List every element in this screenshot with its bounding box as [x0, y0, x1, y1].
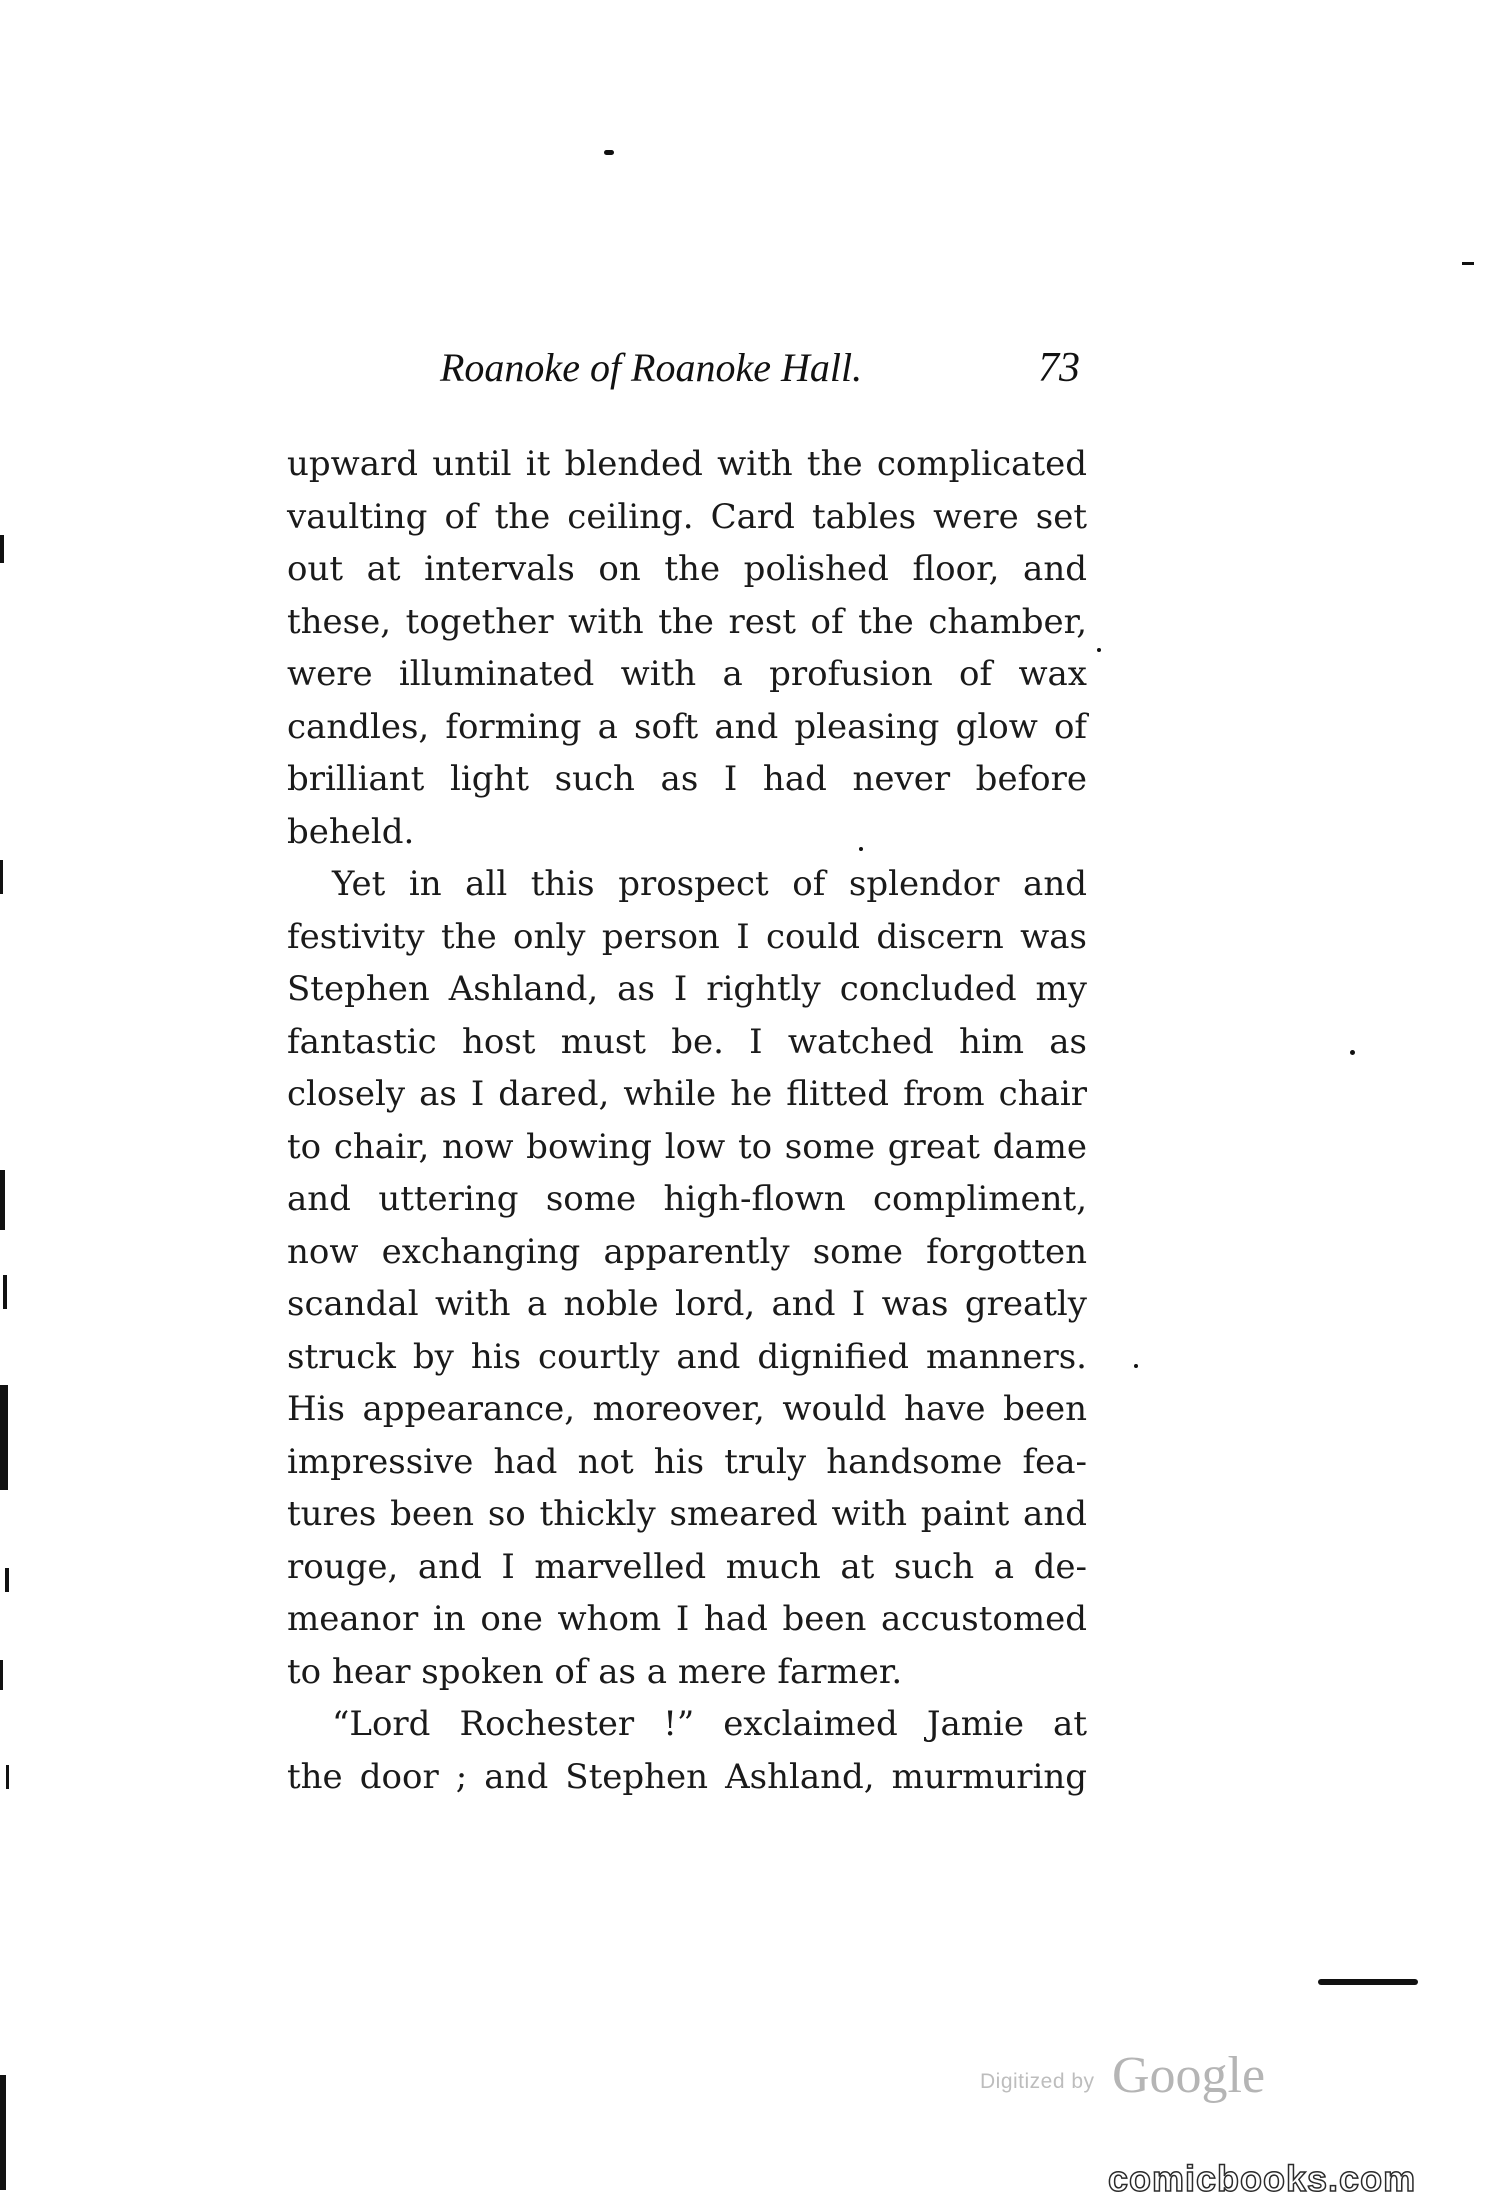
site-watermark: comicbooks.com: [1108, 2158, 1417, 2199]
text-line: festivity the only person I could discern was: [287, 916, 1087, 957]
binding-edge-mark: [0, 1170, 5, 1230]
text-line: now exchanging apparently some forgotten: [287, 1231, 1087, 1272]
text-line: struck by his courtly and dignified manners.: [287, 1336, 1087, 1377]
text-line: to hear spoken of as a mere farmer.: [287, 1651, 903, 1692]
text-line: rouge, and I marvelled much at such a de-: [287, 1546, 1087, 1587]
text-line: meanor in one whom I had been accustomed: [287, 1599, 1087, 1639]
scan-smudge: [1318, 1979, 1418, 1985]
digitized-by-label: Digitized by: [980, 2070, 1095, 2093]
google-logo: Google: [1112, 2047, 1266, 2104]
text-line: His appearance, moreover, would have been: [287, 1389, 1087, 1429]
running-head: [440, 344, 1080, 404]
scan-speck: [859, 847, 863, 851]
running-title: Roanoke of Roanoke Hall.: [440, 345, 863, 390]
text-line: and uttering some high-flown compliment,: [287, 1179, 1087, 1219]
text-line: candles, forming a soft and pleasing glow of: [287, 706, 1087, 747]
binding-edge-mark: [0, 1660, 3, 1690]
text-line: were illuminated with a profusion of wax: [287, 654, 1087, 694]
text-line: beheld.: [287, 811, 415, 852]
binding-edge-mark: [0, 2075, 6, 2190]
text-line: brilliant light such as I had never before: [287, 759, 1087, 799]
text-line: out at intervals on the polished floor, and: [287, 549, 1087, 589]
text-line: Stephen Ashland, as I rightly concluded my: [287, 969, 1087, 1009]
scan-speck: [1350, 1050, 1355, 1055]
binding-edge-mark: [3, 1275, 7, 1309]
text-line: “Lord Rochester !” exclaimed Jamie at: [332, 1704, 1087, 1744]
binding-edge-mark: [0, 535, 4, 563]
text-line: the door ; and Stephen Ashland, murmuring: [287, 1756, 1087, 1797]
binding-edge-mark: [5, 1568, 9, 1592]
scan-speck: [1134, 1364, 1138, 1368]
scan-speck: [1462, 262, 1474, 265]
text-line: vaulting of the ceiling. Card tables were set: [287, 496, 1087, 537]
text-line: tures been so thickly smeared with paint and: [287, 1494, 1087, 1534]
text-line: closely as I dared, while he flitted from chair: [287, 1074, 1087, 1114]
text-line: impressive had not his truly handsome fea-: [287, 1441, 1087, 1482]
text-line: upward until it blended with the complicated: [287, 444, 1087, 484]
page-number: 73: [1038, 345, 1080, 391]
text-line: fantastic host must be. I watched him as: [287, 1021, 1087, 1062]
binding-edge-mark: [6, 1765, 9, 1789]
text-line: these, together with the rest of the chamber,: [287, 601, 1087, 642]
binding-edge-mark: [0, 1385, 8, 1490]
text-line: Yet in all this prospect of splendor and: [332, 864, 1087, 904]
text-line: scandal with a noble lord, and I was greatly: [287, 1284, 1087, 1324]
binding-edge-mark: [0, 860, 3, 894]
body-text: [287, 438, 1087, 1803]
scan-speck: [604, 150, 614, 155]
scan-speck: [1097, 648, 1101, 652]
text-line: to chair, now bowing low to some great dame: [287, 1126, 1087, 1167]
